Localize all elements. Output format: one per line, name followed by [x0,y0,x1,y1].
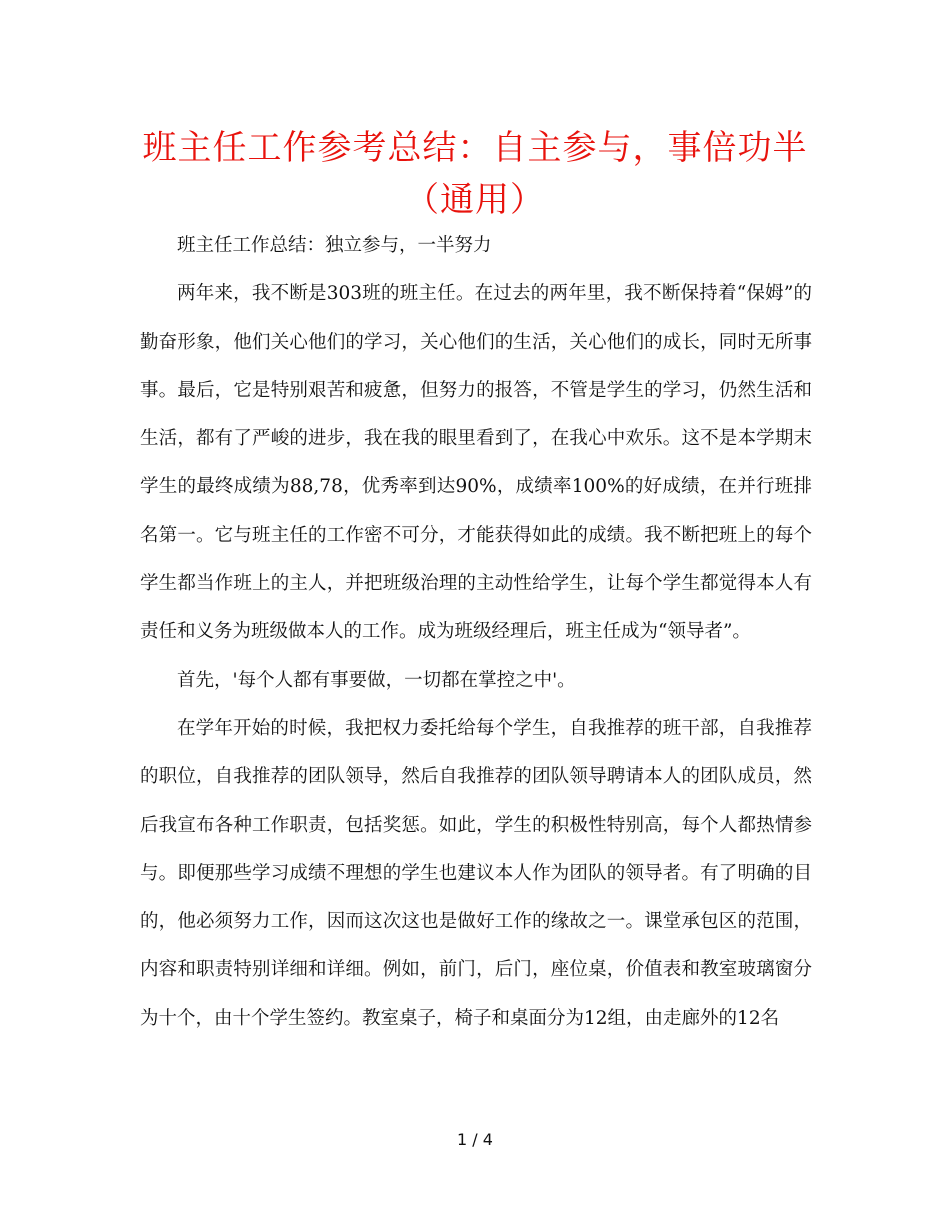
subtitle-paragraph: 班主任工作总结：独立参与，一半努力 [177,235,492,256]
body-paragraph: 两年来，我不断是303班的班主任。在过去的两年里，我不断保持着“保姆”的勤奋形象，他们关心他们的学习，关心他们的生活，关心他们的成长，同时无所事事。最后，它是特别艰苦和疲惫，但努力的报答，不管是学生的学习，仍然生活和生活，都有了严峻的进步，我在我的眼里看到了，在我心中欢乐。这不是本学期末学生的最终成绩为88,78，优秀率到达90%，成绩率100%的好成绩，在并行班排名第一。它与班主任的工作密不可分，才能获得如此的成绩。我不断把班上的每个学生都当作班上的主人，并把班级治理的主动性给学生，让每个学生都觉得本人有责任和义务为班级做本人的工作。成为班级经理后，班主任成为“领导者”。 [140,283,812,643]
page-number: 1 / 4 [457,1130,493,1149]
body-paragraph: 在学年开始的时候，我把权力委托给每个学生，自我推荐的班干部，自我推荐的职位，自我推荐的团队领导，然后自我推荐的团队领导聘请本人的团队成员，然后我宣布各种工作职责，包括奖惩。如此，学生的积极性特别高，每个人都热情参与。即便那些学习成绩不理想的学生也建议本人作为团队的领导者。有了明确的目的，他必须努力工作，因而这次这也是做好工作的缘故之一。课堂承包区的范围，内容和职责特别详细和详细。例如，前门，后门，座位桌，价值表和教室玻璃窗分为十个，由十个学生签约。教室桌子，椅子和桌面分为12组，由走廊外的12名 [140,717,812,1029]
body-paragraph: 首先，'每个人都有事要做，一切都在掌控之中'。 [177,669,576,691]
document-title: 班主任工作参考总结：自主参与，事倍功半（通用） [142,128,808,220]
document-body [140,222,812,1043]
